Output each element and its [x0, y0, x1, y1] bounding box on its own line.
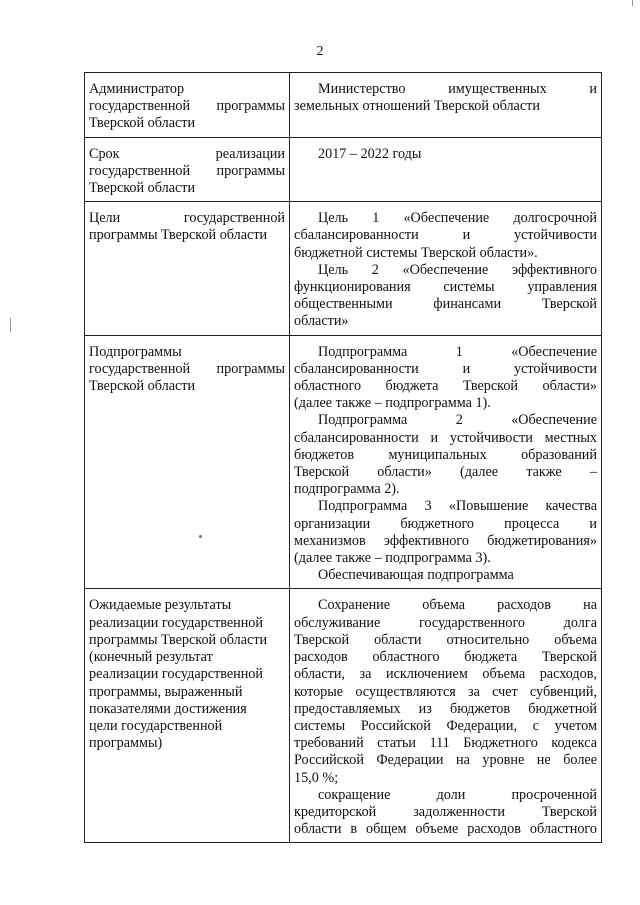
- label-line: показателями достижения: [89, 700, 247, 717]
- label-line: Подпрограммы: [89, 343, 182, 360]
- label-line: государственной программы: [89, 162, 285, 179]
- value-line: (далее также – подпрограмма 1).: [294, 395, 491, 412]
- value-line: организации бюджетного процесса и: [294, 515, 597, 532]
- label-line: Срок реализации: [89, 145, 285, 162]
- value-line: обслуживание государственного долга: [294, 614, 597, 631]
- value-line: (далее также – подпрограмма 3).: [294, 550, 491, 567]
- program-passport-table: [84, 72, 602, 843]
- value-line: подпрограмма 2).: [294, 481, 400, 498]
- value-line: которые осуществляются за счет субвенций,: [294, 683, 597, 700]
- value-line: общественными финансами Тверской: [294, 296, 597, 313]
- value-line: сбалансированности и устойчивости местных: [294, 429, 597, 446]
- value-line: кредиторской задолженности Тверской: [294, 803, 597, 820]
- label-line: Тверской области: [89, 180, 196, 197]
- label-line: Ожидаемые результаты: [89, 597, 232, 614]
- label-line: программы Тверской области: [89, 227, 268, 244]
- value-line: Подпрограмма 1 «Обеспечение: [318, 343, 597, 360]
- label-line: Тверской области: [89, 378, 196, 395]
- value-line: 2017 – 2022 годы: [318, 145, 422, 162]
- value-cell-administrator: [290, 73, 602, 138]
- value-line: требований статьи 111 Бюджетного кодекса: [294, 735, 597, 752]
- label-line: Тверской области: [89, 115, 196, 132]
- table-row-subprograms: [85, 335, 602, 589]
- label-line: программы Тверской области: [89, 631, 268, 648]
- label-line: Цели государственной: [89, 210, 285, 227]
- value-cell-term: [290, 137, 602, 202]
- value-line: Российской Федерации на уровне не более: [294, 752, 597, 769]
- value-cell-goals: [290, 202, 602, 335]
- scan-artifact-mark: [632, 0, 633, 6]
- value-line: Подпрограмма 2 «Обеспечение: [318, 412, 597, 429]
- label-line: цели государственной: [89, 717, 223, 734]
- label-cell-subprograms: [85, 335, 290, 589]
- value-line: области, за исключением объема расходов,: [294, 666, 597, 683]
- value-line: земельных отношений Тверской области: [294, 98, 540, 115]
- label-line: государственной программы: [89, 360, 285, 377]
- value-line: области в общем объеме расходов областного: [294, 821, 597, 838]
- value-line: Обеспечивающая подпрограмма: [318, 567, 514, 584]
- scan-artifact-dot: [199, 535, 202, 538]
- value-line: Министерство имущественных и: [318, 81, 597, 97]
- table-row-expected-results: [85, 589, 602, 843]
- value-line: Тверской области относительно объема: [294, 631, 597, 648]
- value-line: бюджетной системы Тверской области».: [294, 244, 538, 261]
- value-line: системы Российской Федерации, с учетом: [294, 717, 597, 734]
- label-line: государственной программы: [89, 98, 285, 115]
- label-line: программы, выраженный: [89, 683, 243, 700]
- value-line: бюджетов муниципальных образований: [294, 446, 597, 463]
- value-line: 15,0 %;: [294, 769, 339, 786]
- value-line: Цель 1 «Обеспечение долгосрочной: [318, 210, 597, 227]
- scan-artifact-mark: [10, 318, 11, 332]
- label-cell-administrator: [85, 73, 290, 138]
- value-line: механизмов эффективного бюджетирования»: [294, 532, 597, 549]
- label-cell-expected-results: [85, 589, 290, 843]
- value-cell-subprograms: [290, 335, 602, 589]
- label-cell-goals: [85, 202, 290, 335]
- label-cell-term: [85, 137, 290, 202]
- value-line: расходов областного бюджета Тверской: [294, 649, 597, 666]
- value-cell-expected-results: [290, 589, 602, 843]
- label-line: программы): [89, 735, 163, 752]
- value-line: области»: [294, 313, 349, 330]
- table-row-term: [85, 137, 602, 202]
- label-line: (конечный результат: [89, 649, 213, 666]
- page-number: 2: [316, 44, 324, 59]
- label-line: реализации государственной: [89, 614, 263, 631]
- value-line: сбалансированности и устойчивости: [294, 227, 597, 244]
- label-line: Администратор: [89, 81, 185, 97]
- value-line: предоставляемых из бюджетов бюджетной: [294, 700, 597, 717]
- table-row-goals: [85, 202, 602, 335]
- value-line: функционирования системы управления: [294, 279, 597, 296]
- value-line: Сохранение объема расходов на: [318, 597, 597, 614]
- value-line: Тверской области» (далее также –: [294, 464, 597, 481]
- value-line: сбалансированности и устойчивости: [294, 360, 597, 377]
- value-line: Подпрограмма 3 «Повышение качества: [318, 498, 597, 515]
- label-line: реализации государственной: [89, 666, 263, 683]
- table-row-administrator: [85, 73, 602, 138]
- value-line: областного бюджета Тверской области»: [294, 378, 597, 395]
- value-line: сокращение доли просроченной: [318, 786, 597, 803]
- value-line: Цель 2 «Обеспечение эффективного: [318, 261, 597, 278]
